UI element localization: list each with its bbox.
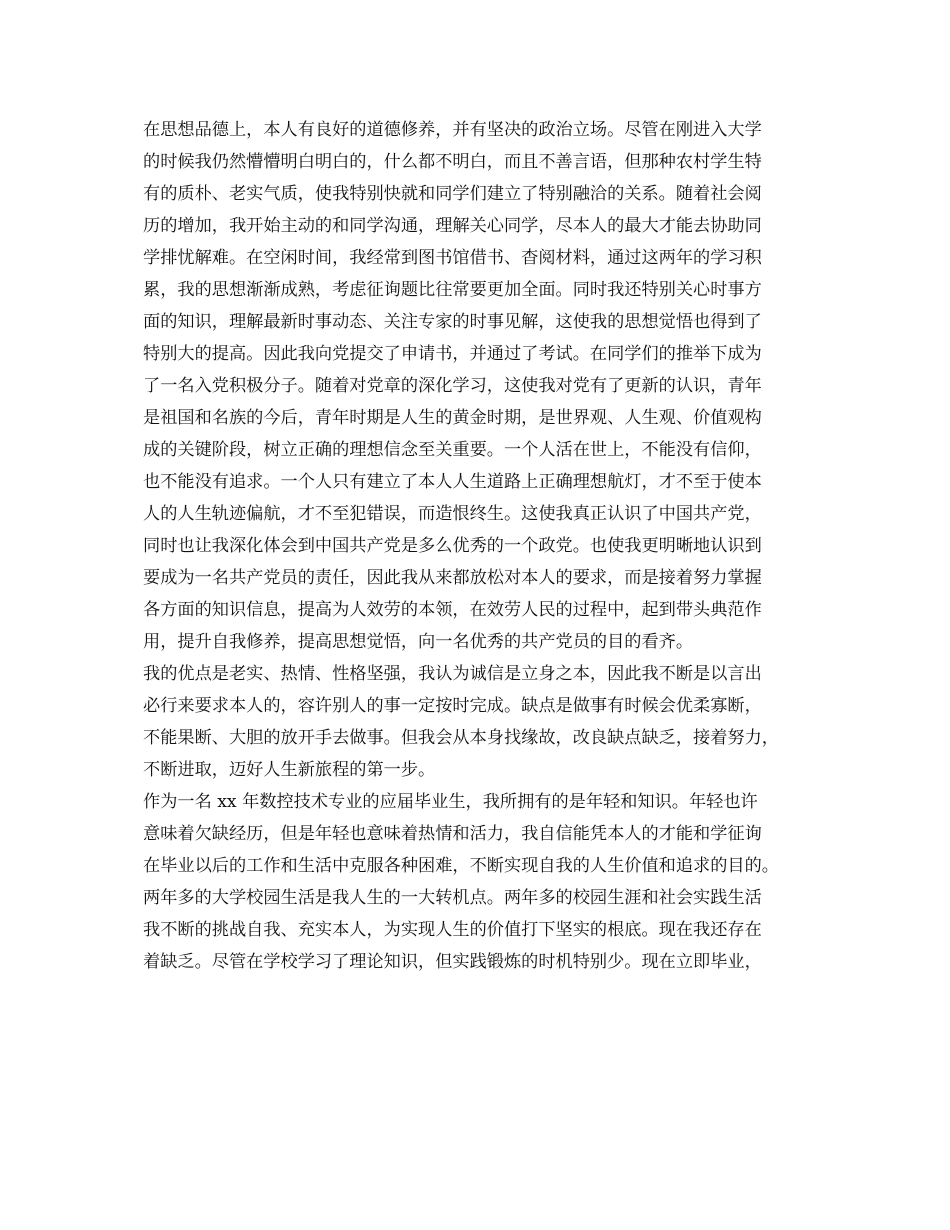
text-line: 必行来要求本人的，容许别人的事一定按时完成。缺点是做事有时候会优柔寡断， (143, 696, 762, 716)
text-line: 要成为一名共产党员的责任，因此我从来都放松对本人的要求，而是接着努力掌握 (143, 568, 762, 588)
text-line: 两年多的大学校园生活是我人生的一大转机点。两年多的校园生涯和社会实践生活 (143, 888, 762, 908)
text-line: 成的关键阶段，树立正确的理想信念至关重要。一个人活在世上，不能没有信仰， (143, 440, 762, 460)
text-line: 了一名入党积极分子。随着对党章的深化学习，这使我对党有了更新的认识，青年 (143, 376, 762, 396)
text-line: 特别大的提高。因此我向党提交了申请书，并通过了考试。在同学们的推举下成为 (143, 344, 762, 364)
text-line: 的时候我仍然懵懵明白明白的，什么都不明白，而且不善言语，但那种农村学生特 (143, 152, 762, 172)
text-line: 累，我的思想渐渐成熟，考虑征询题比往常要更加全面。同时我还特别关心时事方 (143, 280, 762, 300)
text-line: 不能果断、大胆的放开手去做事。但我会从本身找缘故，改良缺点缺乏，接着努力， (143, 728, 779, 748)
text-line: 学排忧解难。在空闲时间，我经常到图书馆借书、杳阅材料，通过这两年的学习积 (143, 248, 762, 268)
text-line: 我不断的挑战自我、充实本人，为实现人生的价值打下坚实的根底。现在我还存在 (143, 920, 762, 940)
text-line: 是祖国和名族的今后，青年时期是人生的黄金时期，是世界观、人生观、价值观构 (143, 408, 762, 428)
text-line: 人的人生轨迹偏航，才不至犯错误，而造恨终生。这使我真正认识了中国共产党， (143, 504, 762, 524)
text-line: 意味着欠缺经历，但是年轻也意味着热情和活力，我自信能凭本人的才能和学征询 (143, 824, 762, 844)
text-line: 不断进取，迈好人生新旅程的第一步。 (143, 760, 436, 780)
text-line: 在毕业以后的工作和生活中克服各种困难，不断实现自我的人生价值和追求的目的。 (143, 856, 779, 876)
text-line: 有的质朴、老实气质，使我特别快就和同学们建立了特别融洽的关系。随着社会阅 (143, 184, 762, 204)
text-line: 作为一名 xx 年数控技术专业的应届毕业生，我所拥有的是年轻和知识。年轻也许 (143, 792, 758, 812)
text-line: 同时也让我深化体会到中国共产党是多么优秀的一个政党。也使我更明晰地认识到 (143, 536, 762, 556)
text-line: 用，提升自我修养，提高思想觉悟，向一名优秀的共产党员的目的看齐。 (143, 632, 694, 652)
text-line: 也不能没有追求。一个人只有建立了本人人生道路上正确理想航灯，才不至于使本 (143, 472, 762, 492)
text-line: 我的优点是老实、热情、性格坚强，我认为诚信是立身之本，因此我不断是以言出 (143, 664, 762, 684)
text-line: 面的知识，理解最新时事动态、关注专家的时事见解，这使我的思想觉悟也得到了 (143, 312, 762, 332)
text-line: 着缺乏。尽管在学校学习了理论知识，但实践锻炼的时机特别少。现在立即毕业， (143, 952, 762, 972)
document-body (143, 114, 843, 978)
text-line: 在思想品德上，本人有良好的道德修养，并有坚决的政治立场。尽管在刚进入大学 (143, 120, 762, 140)
text-line: 各方面的知识信息，提高为人效劳的本领，在效劳人民的过程中，起到带头典范作 (143, 600, 762, 620)
text-line: 历的增加，我开始主动的和同学沟通，理解关心同学，尽本人的最大才能去协助同 (143, 216, 762, 236)
